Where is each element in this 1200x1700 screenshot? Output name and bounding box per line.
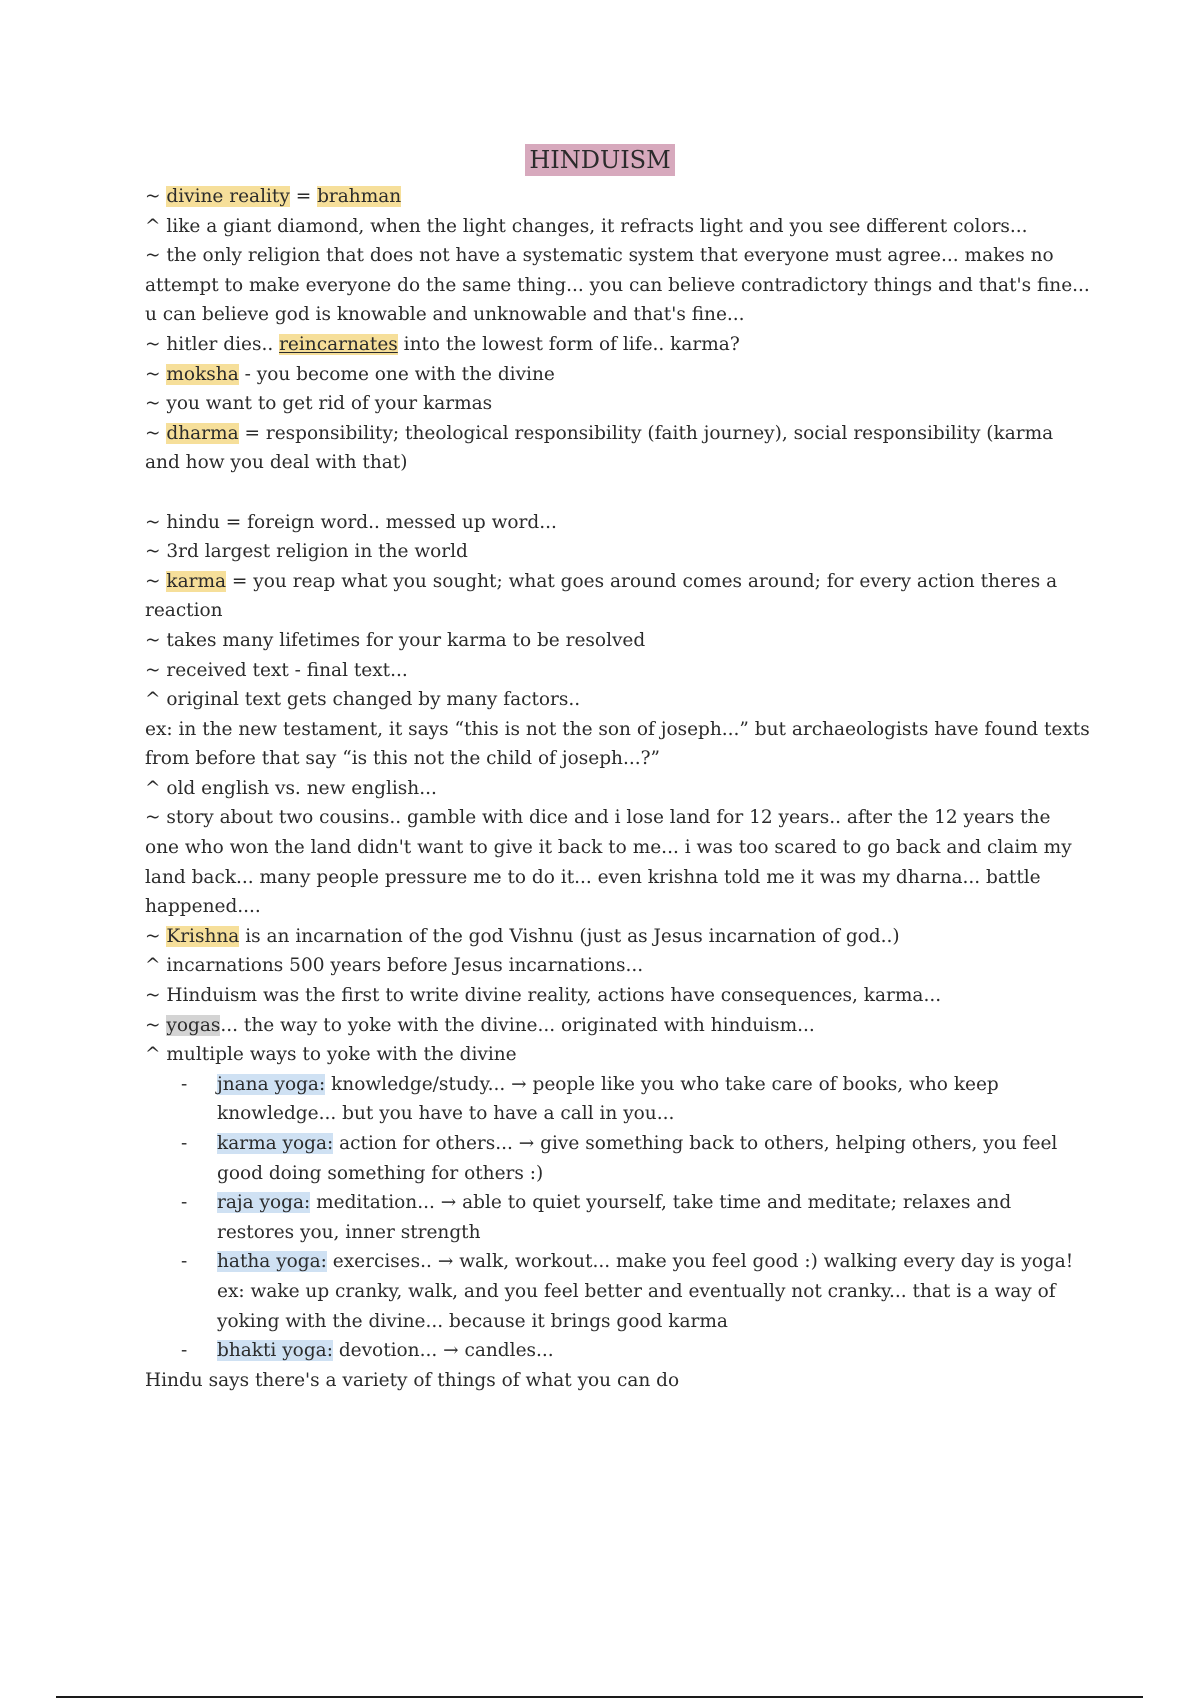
note-line-diamond: ^ like a giant diamond, when the light changes, it refracts light and you see different colors... (145, 215, 1028, 237)
title-container (0, 144, 1200, 176)
term-divine-reality: divine reality (166, 186, 290, 207)
term-reincarnates: reincarnates (279, 333, 398, 355)
line-text: = (289, 186, 318, 207)
list-dash: - (181, 1133, 188, 1154)
list-item-karma-yoga (145, 1129, 1090, 1188)
note-line-received-text: ~ received text - final text... (145, 659, 408, 681)
term-brahman: brahman (317, 186, 402, 207)
term-karma-yoga: karma yoga: (217, 1133, 334, 1154)
note-line-old-english: ^ old english vs. new english... (145, 777, 437, 799)
line-text: = responsibility; theological responsibility (faith journey), social responsibility (karma and how you deal with that) (145, 422, 1054, 474)
note-line-lifetimes: ~ takes many lifetimes for your karma to be resolved (145, 629, 646, 651)
list-item-raja-yoga (145, 1188, 1090, 1247)
note-line-karmas: ~ you want to get rid of your karmas (145, 393, 493, 415)
note-line-first-to-write: ~ Hinduism was the first to write divine reality, actions have consequences, karma... (145, 985, 942, 1007)
line-text: ~ (145, 925, 167, 947)
note-line-krishna (145, 922, 1090, 952)
note-line-original-text: ^ original text gets changed by many factors.. (145, 689, 581, 711)
term-krishna: Krishna (166, 925, 240, 947)
list-dash: - (181, 1192, 188, 1214)
line-text: ~ (145, 1014, 167, 1036)
term-raja-yoga: raja yoga: (217, 1192, 311, 1214)
term-jnana-yoga: jnana yoga: (217, 1073, 326, 1095)
blank-line (145, 478, 1090, 508)
note-line-yogas (145, 1011, 1090, 1041)
list-item-bhakti-yoga (145, 1336, 1090, 1366)
page-title: HINDUISM (525, 144, 674, 176)
note-line-multiple-ways: ^ multiple ways to yoke with the divine (145, 1044, 517, 1066)
line-text: ~ hitler dies.. (145, 333, 280, 355)
note-line-closing: Hindu says there's a variety of things of what you can do (145, 1369, 680, 1391)
line-text: ~ (145, 422, 167, 444)
yoga-description: meditation... → able to quiet yourself, take time and meditate; relaxes and restores you, inner strength (217, 1192, 1012, 1243)
note-line-divine-reality (145, 182, 1090, 212)
note-line-hitler (145, 330, 1090, 360)
list-dash: - (181, 1340, 188, 1362)
note-line-systematic: ~ the only religion that does not have a systematic system that everyone must agree... makes no attempt to make everyone do the same thing... you can believe contradictory things and that's fine... u can believe god is knowable and unknowable and that's fine... (145, 245, 1090, 326)
note-line-dharma (145, 419, 1090, 478)
term-yogas: yogas (166, 1014, 221, 1036)
term-moksha: moksha (166, 363, 239, 385)
term-dharma: dharma (166, 422, 239, 444)
note-line-example-testament: ex: in the new testament, it says “this is not the son of joseph...” but archaeologists have found texts from before that say “is this not the child of joseph...?” (145, 718, 1090, 770)
notes-body (145, 182, 1090, 1395)
line-text: ~ (145, 570, 167, 592)
list-item-hatha-yoga (145, 1247, 1090, 1336)
term-hatha-yoga: hatha yoga: (217, 1251, 327, 1273)
line-text: is an incarnation of the god Vishnu (just as Jesus incarnation of god..) (239, 925, 900, 947)
term-karma: karma (166, 570, 227, 592)
line-text: into the lowest form of life.. karma? (397, 333, 740, 355)
note-line-incarnations: ^ incarnations 500 years before Jesus incarnations... (145, 955, 644, 977)
yoga-description: knowledge/study... → people like you who take care of books, who keep knowledge... but you have to have a call in you... (217, 1073, 999, 1125)
list-item-jnana-yoga (145, 1070, 1090, 1129)
line-text: ~ (145, 186, 167, 207)
line-text: ~ (145, 363, 167, 385)
line-text: - you become one with the divine (238, 363, 555, 385)
note-line-moksha (145, 360, 1090, 390)
note-line-cousins-story: ~ story about two cousins.. gamble with dice and i lose land for 12 years.. after the 12 years the one who won the land didn't want to give it back to me... i was too scared to go back and claim my land back... many people pressure me to do it... even krishna told me it was my dharna... battle happened.... (145, 807, 1072, 918)
list-dash: - (181, 1251, 188, 1273)
note-line-third-largest: ~ 3rd largest religion in the world (145, 541, 468, 563)
note-line-karma (145, 567, 1090, 626)
footer-divider (56, 1696, 1143, 1698)
note-line-hindu-word: ~ hindu = foreign word.. messed up word... (145, 511, 557, 533)
yoga-description: devotion... → candles... (332, 1340, 554, 1362)
line-text: ... the way to yoke with the divine... originated with hinduism... (220, 1014, 815, 1036)
list-dash: - (181, 1073, 188, 1095)
yoga-list (145, 1070, 1090, 1366)
yoga-description: exercises.. → walk, workout... make you feel good :) walking every day is yoga! ex: wake up cranky, walk, and you feel better and eventually not cranky... that is a way of yoking with the divine... because it brings good karma (217, 1251, 1074, 1332)
term-bhakti-yoga: bhakti yoga: (217, 1340, 333, 1362)
yoga-description: action for others... → give something back to others, helping others, you feel good doing something for others :) (217, 1133, 1058, 1184)
line-text: = you reap what you sought; what goes around comes around; for every action theres a reaction (145, 570, 1058, 622)
